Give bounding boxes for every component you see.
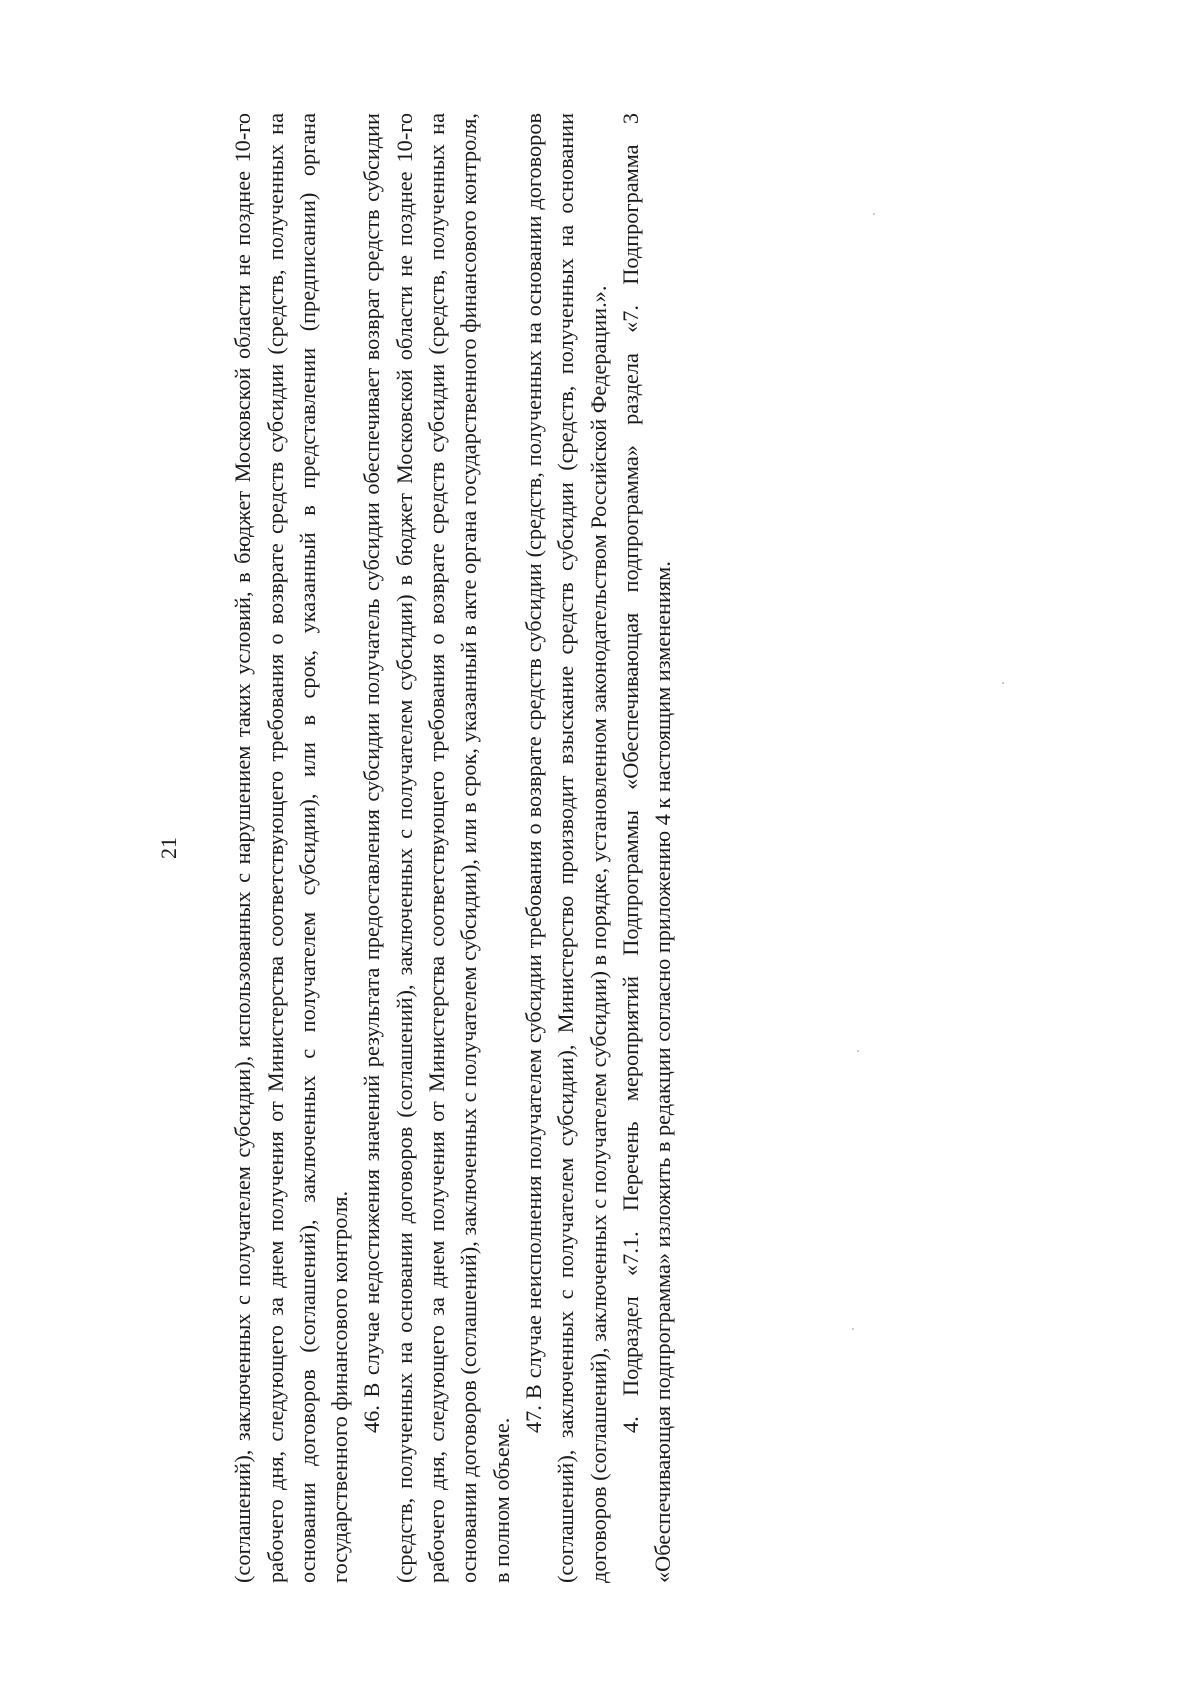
- scan-speck: [852, 1328, 854, 1330]
- scan-speck: [873, 213, 875, 215]
- paragraph-46: 46. В случае недостижения значений результата предоставления субсидии получатель субсидии обеспечивает возврат средств субсидии (средств, полученных на основании договоров (соглашений), заключенных с получателем субсидии) в бюджет Московской области не позднее 10-го рабочего дня, следующего за днем получения от Министерства соответствующего требования о возврате средств субсидии (средств, полученных на основании договоров (соглашений), заключенных с получателем субсидии), или в срок, указанный в акте органа государственного финансового контроля, в полном объеме.: [359, 113, 514, 1583]
- paragraph-47: 47. В случае неисполнения получателем субсидии требования о возврате средств субсидии (средств, полученных на основании договоров (соглашений), заключенных с получателем субсидии), Министерство производит взыскание средств субсидии (средств, полученных на основании договоров (соглашений), заключенных с получателем субсидии) в порядке, установленном законодательством Российской Федерации.».: [520, 113, 611, 1583]
- page-number: 21: [156, 837, 181, 859]
- scan-speck: [1002, 682, 1004, 684]
- paragraph-continuation: (соглашений), заключенных с получателем субсидии), использованных с нарушением таких условий, в бюджет Московской области не позднее 10-го рабочего дня, следующего за днем получения от Министерства соответствующего требования о возврате средств субсидии (средств, полученных на основании договоров (соглашений), заключенных с получателем субсидии), или в срок, указанный в представлении (предписании) органа государственного финансового контроля.: [230, 113, 353, 1583]
- scan-speck: [857, 1050, 859, 1052]
- paragraph-item-4: 4. Подраздел «7.1. Перечень мероприятий Подпрограммы «Обеспечивающая подпрограмма» раздела «7. Подпрограмма 3 «Обеспечивающая подпрограмма» изложить в редакции согласно приложению 4 к настоящим изменениям.: [617, 113, 676, 1583]
- rotated-text-block: [153, 113, 679, 1583]
